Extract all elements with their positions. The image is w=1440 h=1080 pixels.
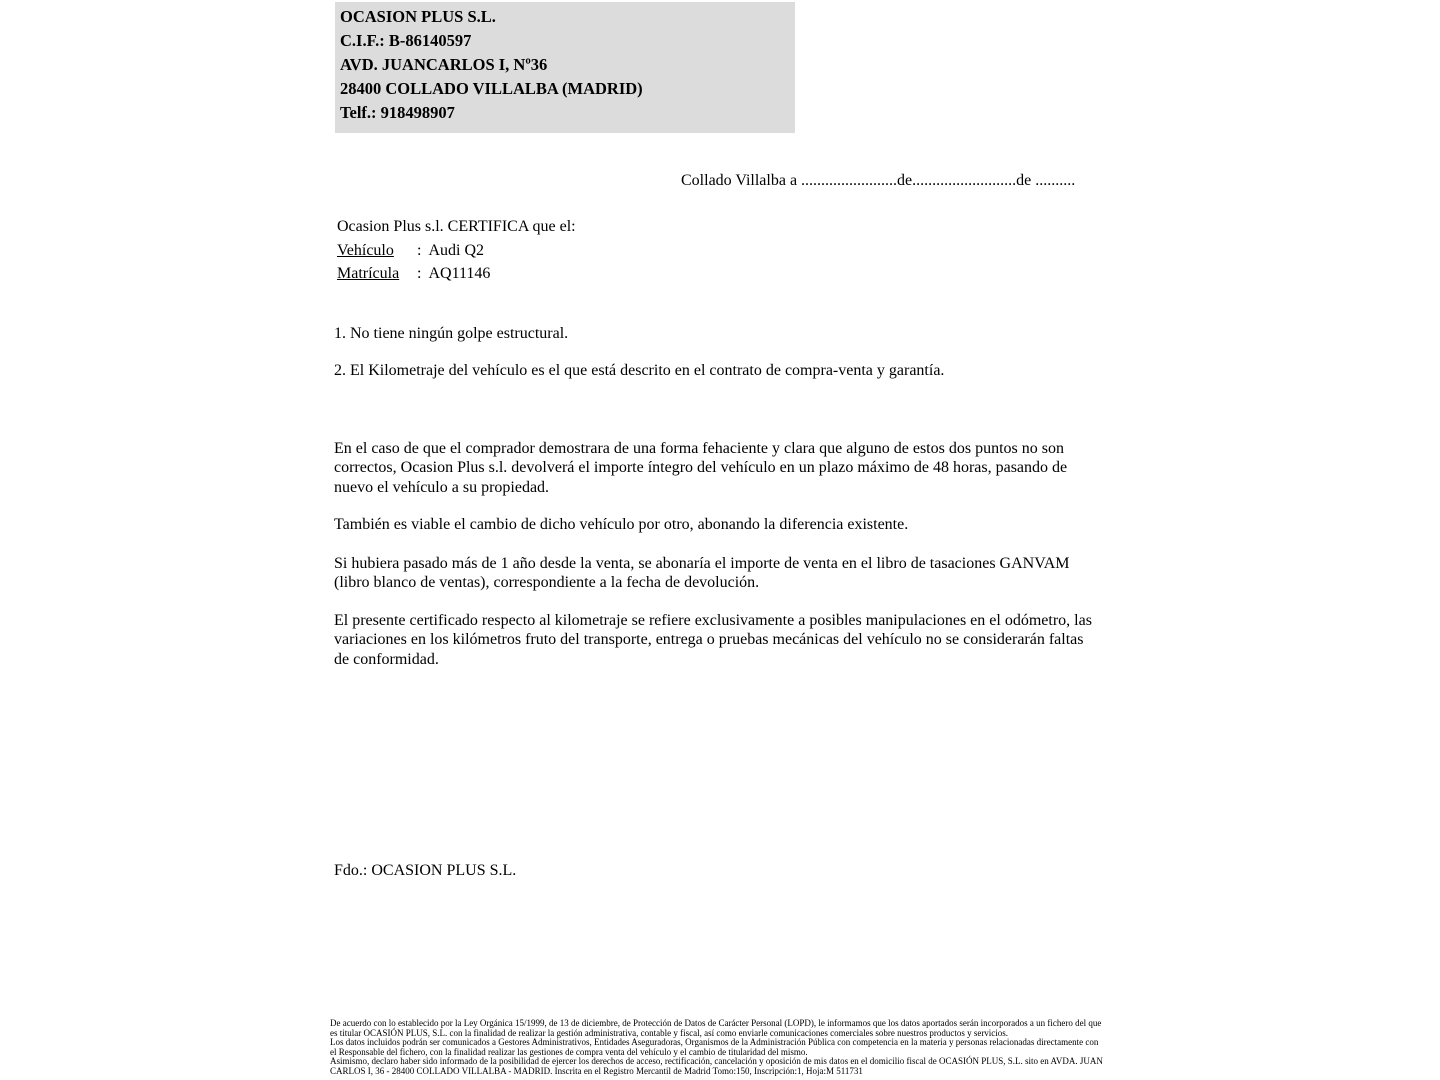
- certified-point-2: 2. El Kilometraje del vehículo es el que está descrito en el contrato de compra-venta y garantía.: [334, 362, 945, 379]
- company-phone: Telf.: 918498907: [340, 103, 455, 122]
- company-city: 28400 COLLADO VILLALBA (MADRID): [340, 79, 643, 98]
- vehicle-field-row: [337, 239, 576, 263]
- signature-line: Fdo.: OCASION PLUS S.L.: [334, 862, 517, 879]
- company-header-box: [335, 2, 795, 133]
- legal-fine-print: [330, 1019, 1105, 1077]
- refund-paragraph: En el caso de que el comprador demostrara de una forma fehaciente y clara que alguno de estos dos puntos no son correctos, Ocasion Plus s.l. devolverá el importe íntegro del vehículo en un plazo máximo de 48 horas, pasando de nuevo el vehículo a su propiedad.: [334, 440, 1068, 496]
- ganvam-paragraph: Si hubiera pasado más de 1 año desde la venta, se abonaría el importe de venta en el libro de tasaciones GANVAM (libro blanco de ventas), correspondiente a la fecha de devolución.: [334, 555, 1070, 592]
- odometer-paragraph: El presente certificado respecto al kilometraje se refiere exclusivamente a posibles manipulaciones en el odómetro, las variaciones en los kilómetros fruto del transporte, entrega o pruebas mecánicas del vehículo no se considerarán faltas de conformidad.: [334, 612, 1092, 668]
- plate-field-row: [337, 262, 576, 286]
- plate-value: AQ11146: [428, 265, 491, 282]
- company-cif: C.I.F.: B-86140597: [340, 31, 472, 50]
- legal-paragraph-lopd: De acuerdo con lo establecido por la Ley Orgánica 15/1999, de 13 de diciembre, de Protección de Datos de Carácter Personal (LOPD), le informamos que los datos aportados serán incorporados a un fichero del que es titular OCASIÓN PLUS, S.L. con la finalidad de realizar la gestión administrativa, contable y fiscal, así como enviarle comunicaciones comerciales sobre nuestros productos y servicios.: [330, 1018, 1102, 1038]
- vehicle-separator: :: [417, 241, 422, 259]
- vehicle-value: Audi Q2: [428, 241, 485, 259]
- legal-paragraph-rights: Asimismo, declaro haber sido informado de la posibilidad de ejercer los derechos de acceso, rectificación, cancelación y oposición de mis datos en el domicilio fiscal de OCASIÓN PLUS, S.L. sito en AVDA. JUAN CARLOS I, 36 - 28400 COLLADO VILLALBA - MADRID. Inscrita en el Registro Mercantil de Madrid Tomo:150, Inscripción:1, Hoja:M 511731: [330, 1056, 1103, 1076]
- company-name: OCASION PLUS S.L.: [340, 7, 496, 26]
- certify-intro: Ocasion Plus s.l. CERTIFICA que el:: [337, 218, 576, 235]
- plate-label: Matrícula: [337, 265, 400, 282]
- legal-paragraph-data-sharing: Los datos incluidos podrán ser comunicados a Gestores Administrativos, Entidades Aseguradoras, Organismos de la Administración Pública con competencia en la materia y personas relacionadas directamente con el Responsable del fichero, con la finalidad realizar las gestiones de compra venta del vehículo y el cambio de titularidad del mismo.: [330, 1037, 1099, 1057]
- certify-block: [337, 215, 576, 286]
- certified-point-1: 1. No tiene ningún golpe estructural.: [334, 325, 569, 342]
- plate-separator: :: [417, 265, 422, 282]
- vehicle-label: Vehículo: [337, 241, 394, 259]
- exchange-paragraph: También es viable el cambio de dicho vehículo por otro, abonando la diferencia existente.: [334, 516, 909, 533]
- date-fill-in-line: Collado Villalba a ........................de..........................de ..........: [681, 172, 1076, 189]
- company-address: AVD. JUANCARLOS I, Nº36: [340, 55, 548, 74]
